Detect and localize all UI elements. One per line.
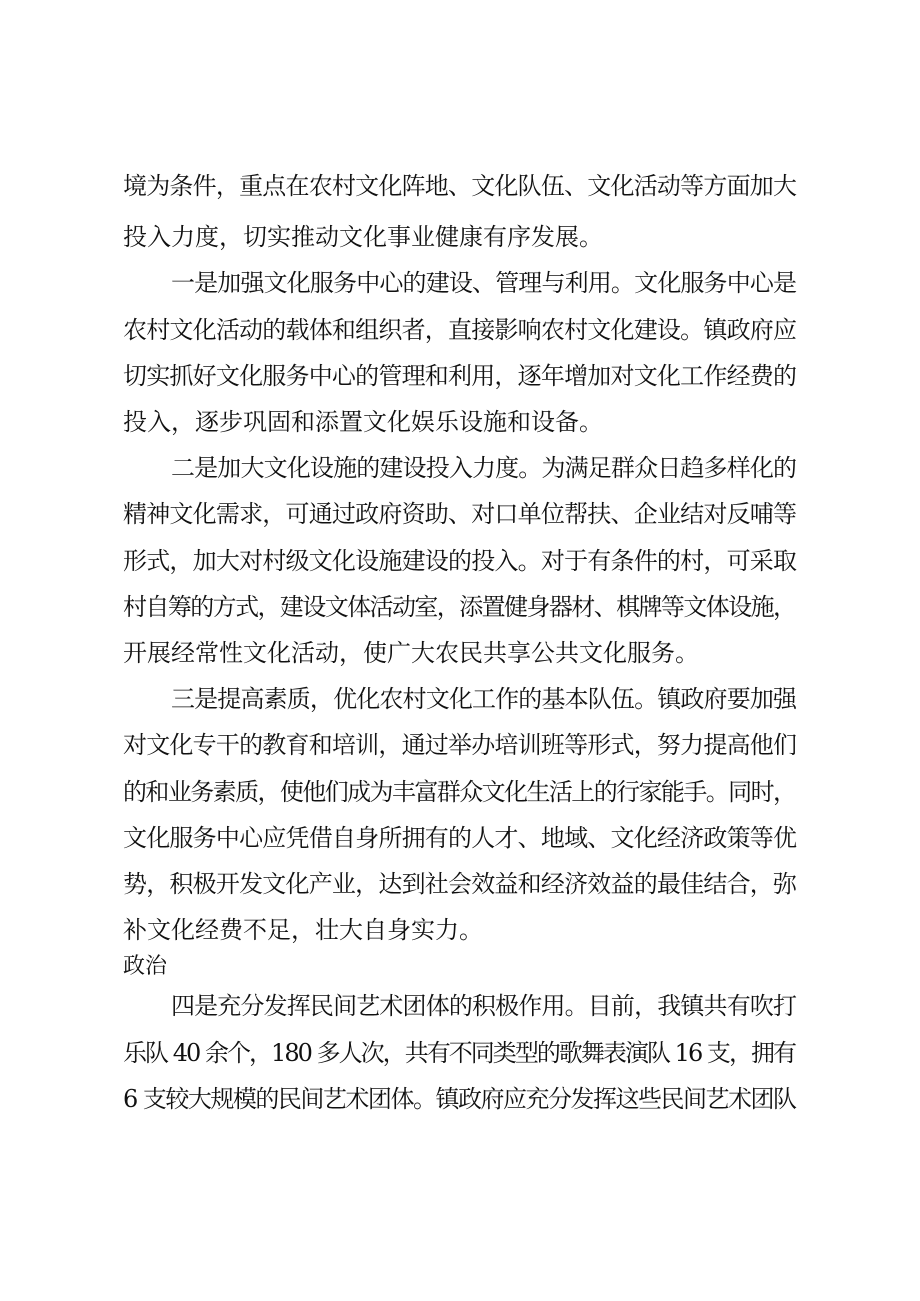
paragraph-line: 投入，逐步巩固和添置文化娱乐设施和设备。 xyxy=(123,408,603,436)
paragraph-line: 对文化专干的教育和培训，通过举办培训班等形式，努力提高他们 xyxy=(123,731,797,759)
paragraph-line: 四是充分发挥民间艺术团体的积极作用。目前，我镇共有吹打 xyxy=(171,992,797,1020)
paragraph-line: 村自筹的方式，建设文体活动室，添置健身器材、棋牌等文体设施， xyxy=(123,593,796,621)
section-label: 政治 xyxy=(123,954,168,979)
paragraph-line: 乐队 40 余个，180 多人次，共有不同类型的歌舞表演队 16 支，拥有 xyxy=(123,1039,796,1067)
paragraph-line: 切实抓好文化服务中心的管理和利用，逐年增加对文化工作经费的 xyxy=(123,362,797,390)
paragraph-line: 一是加强文化服务中心的建设、管理与利用。文化服务中心是 xyxy=(171,269,797,297)
paragraph-line: 投入力度，切实推动文化事业健康有序发展。 xyxy=(123,223,603,251)
paragraph-line: 势，积极开发文化产业，达到社会效益和经济效益的最佳结合，弥 xyxy=(123,870,797,898)
paragraph-line: 补文化经费不足，壮大自身实力。 xyxy=(123,916,483,944)
paragraph-line: 开展经常性文化活动，使广大农民共享公共文化服务。 xyxy=(123,639,699,667)
paragraph-line: 农村文化活动的载体和组织者，直接影响农村文化建设。镇政府应 xyxy=(123,316,797,344)
paragraph-line: 精神文化需求，可通过政府资助、对口单位帮扶、企业结对反哺等 xyxy=(123,500,797,528)
paragraph-line: 6 支较大规模的民间艺术团体。镇政府应充分发挥这些民间艺术团队 xyxy=(123,1085,796,1113)
paragraph-line: 形式，加大对村级文化设施建设的投入。对于有条件的村，可采取 xyxy=(123,547,797,575)
paragraph-line: 三是提高素质，优化农村文化工作的基本队伍。镇政府要加强 xyxy=(171,685,797,713)
paragraph-line: 的和业务素质，使他们成为丰富群众文化生活上的行家能手。同时， xyxy=(123,778,796,806)
paragraph-line: 文化服务中心应凭借自身所拥有的人才、地域、文化经济政策等优 xyxy=(123,824,797,852)
paragraph-line: 境为条件，重点在农村文化阵地、文化队伍、文化活动等方面加大 xyxy=(123,172,797,200)
paragraph-line: 二是加大文化设施的建设投入力度。为满足群众日趋多样化的 xyxy=(171,454,797,482)
